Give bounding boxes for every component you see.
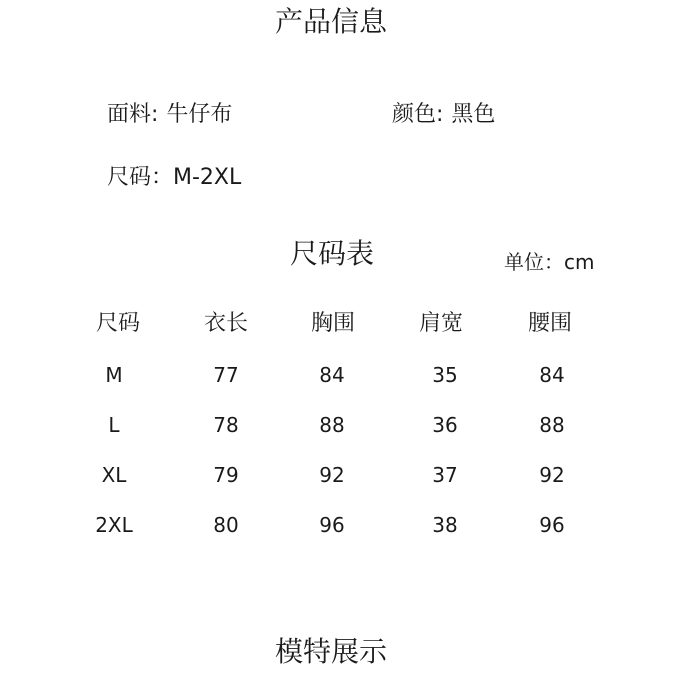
table-cell: 88: [539, 413, 565, 437]
color-value: 黑色: [451, 102, 496, 127]
table-header-size: 尺码: [96, 311, 141, 336]
table-header-shoulder: 肩宽: [419, 311, 464, 336]
size-chart-unit: 单位：cm: [504, 250, 595, 274]
table-header-waist: 腰围: [528, 311, 573, 336]
table-cell: 80: [213, 513, 239, 537]
table-cell: 38: [432, 513, 458, 537]
size-info: [107, 160, 241, 191]
size-value: M-2XL: [173, 165, 242, 190]
table-cell: 88: [319, 413, 345, 437]
table-cell: 77: [213, 363, 239, 387]
table-cell: M: [105, 363, 123, 387]
material-info: [107, 97, 232, 128]
color-label: 颜色:: [392, 102, 444, 127]
table-cell: 78: [213, 413, 239, 437]
table-cell: 92: [539, 463, 565, 487]
table-cell: 96: [319, 513, 345, 537]
table-cell: XL: [101, 463, 127, 487]
color-info: [392, 97, 495, 128]
material-value: 牛仔布: [166, 102, 233, 127]
table-cell: 35: [432, 363, 458, 387]
table-cell: 2XL: [95, 513, 133, 537]
table-cell: 84: [539, 363, 565, 387]
size-chart-title: 尺码表: [290, 237, 375, 270]
model-section-title: 模特展示: [275, 635, 388, 668]
table-cell: 92: [319, 463, 345, 487]
material-label: 面料:: [107, 102, 159, 127]
table-cell: 79: [213, 463, 239, 487]
table-cell: 37: [432, 463, 458, 487]
table-cell: L: [108, 413, 120, 437]
table-cell: 36: [432, 413, 458, 437]
size-label: 尺码：: [107, 165, 174, 190]
table-cell: 96: [539, 513, 565, 537]
table-cell: 84: [319, 363, 345, 387]
page-title: 产品信息: [275, 5, 388, 38]
table-header-chest: 胸围: [311, 311, 356, 336]
table-header-length: 衣长: [204, 311, 249, 336]
